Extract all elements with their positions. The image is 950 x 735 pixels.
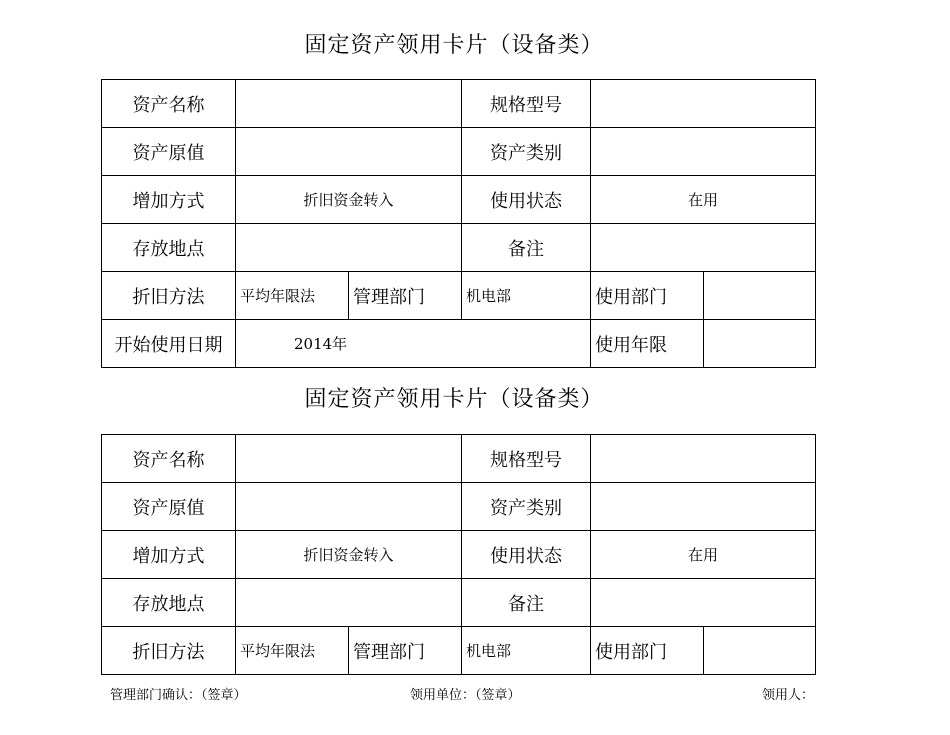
asset-name-value[interactable] [236,435,462,483]
remarks-label: 备注 [462,579,591,627]
table-row [102,531,816,579]
depreciation-method-value[interactable]: 平均年限法 [236,627,349,675]
table-row [102,579,816,627]
increase-method-label: 增加方式 [102,531,236,579]
service-life-label: 使用年限 [591,320,704,368]
start-date-label: 开始使用日期 [102,320,236,368]
storage-location-label: 存放地点 [102,224,236,272]
asset-name-label: 资产名称 [102,80,236,128]
asset-category-value[interactable] [591,483,816,531]
depreciation-method-label: 折旧方法 [102,272,236,320]
asset-category-label: 资产类别 [462,483,591,531]
original-value-label: 资产原值 [102,483,236,531]
increase-method-value[interactable]: 折旧资金转入 [236,176,462,224]
asset-category-label: 资产类别 [462,128,591,176]
original-value-label: 资产原值 [102,128,236,176]
table-row [102,224,816,272]
usage-status-label: 使用状态 [462,176,591,224]
using-dept-value[interactable] [704,272,816,320]
management-dept-label: 管理部门 [349,272,462,320]
spec-model-value[interactable] [591,80,816,128]
depreciation-method-label: 折旧方法 [102,627,236,675]
storage-location-label: 存放地点 [102,579,236,627]
spec-model-value[interactable] [591,435,816,483]
depreciation-method-value[interactable]: 平均年限法 [236,272,349,320]
usage-status-value[interactable]: 在用 [591,531,816,579]
asset-name-label: 资产名称 [102,435,236,483]
increase-method-value[interactable]: 折旧资金转入 [236,531,462,579]
remarks-label: 备注 [462,224,591,272]
using-dept-value[interactable] [704,627,816,675]
original-value-value[interactable] [236,483,462,531]
table-row [102,128,816,176]
table-row [102,627,816,675]
service-life-value[interactable] [704,320,816,368]
management-dept-label: 管理部门 [349,627,462,675]
table-row [102,272,816,320]
start-date-value[interactable]: 2014年 [236,320,591,368]
usage-status-label: 使用状态 [462,531,591,579]
table-row [102,80,816,128]
spec-model-label: 规格型号 [462,435,591,483]
table-row [102,320,816,368]
card-title: 固定资产领用卡片（设备类） [304,33,604,58]
usage-status-value[interactable]: 在用 [591,176,816,224]
asset-card-table [101,79,816,368]
table-row [102,435,816,483]
management-dept-value[interactable]: 机电部 [462,627,591,675]
storage-location-value[interactable] [236,224,462,272]
using-dept-label: 使用部门 [591,272,704,320]
dept-confirm-signature: 管理部门确认：（签章） [110,688,247,703]
asset-card-table [101,434,816,675]
table-row [102,483,816,531]
receiving-unit-signature: 领用单位：（签章） [410,688,521,703]
using-dept-label: 使用部门 [591,627,704,675]
remarks-value[interactable] [591,224,816,272]
spec-model-label: 规格型号 [462,80,591,128]
original-value-value[interactable] [236,128,462,176]
increase-method-label: 增加方式 [102,176,236,224]
recipient-signature: 领用人： [762,688,815,703]
table-row [102,176,816,224]
card-title: 固定资产领用卡片（设备类） [304,387,604,412]
management-dept-value[interactable]: 机电部 [462,272,591,320]
storage-location-value[interactable] [236,579,462,627]
asset-category-value[interactable] [591,128,816,176]
remarks-value[interactable] [591,579,816,627]
asset-name-value[interactable] [236,80,462,128]
